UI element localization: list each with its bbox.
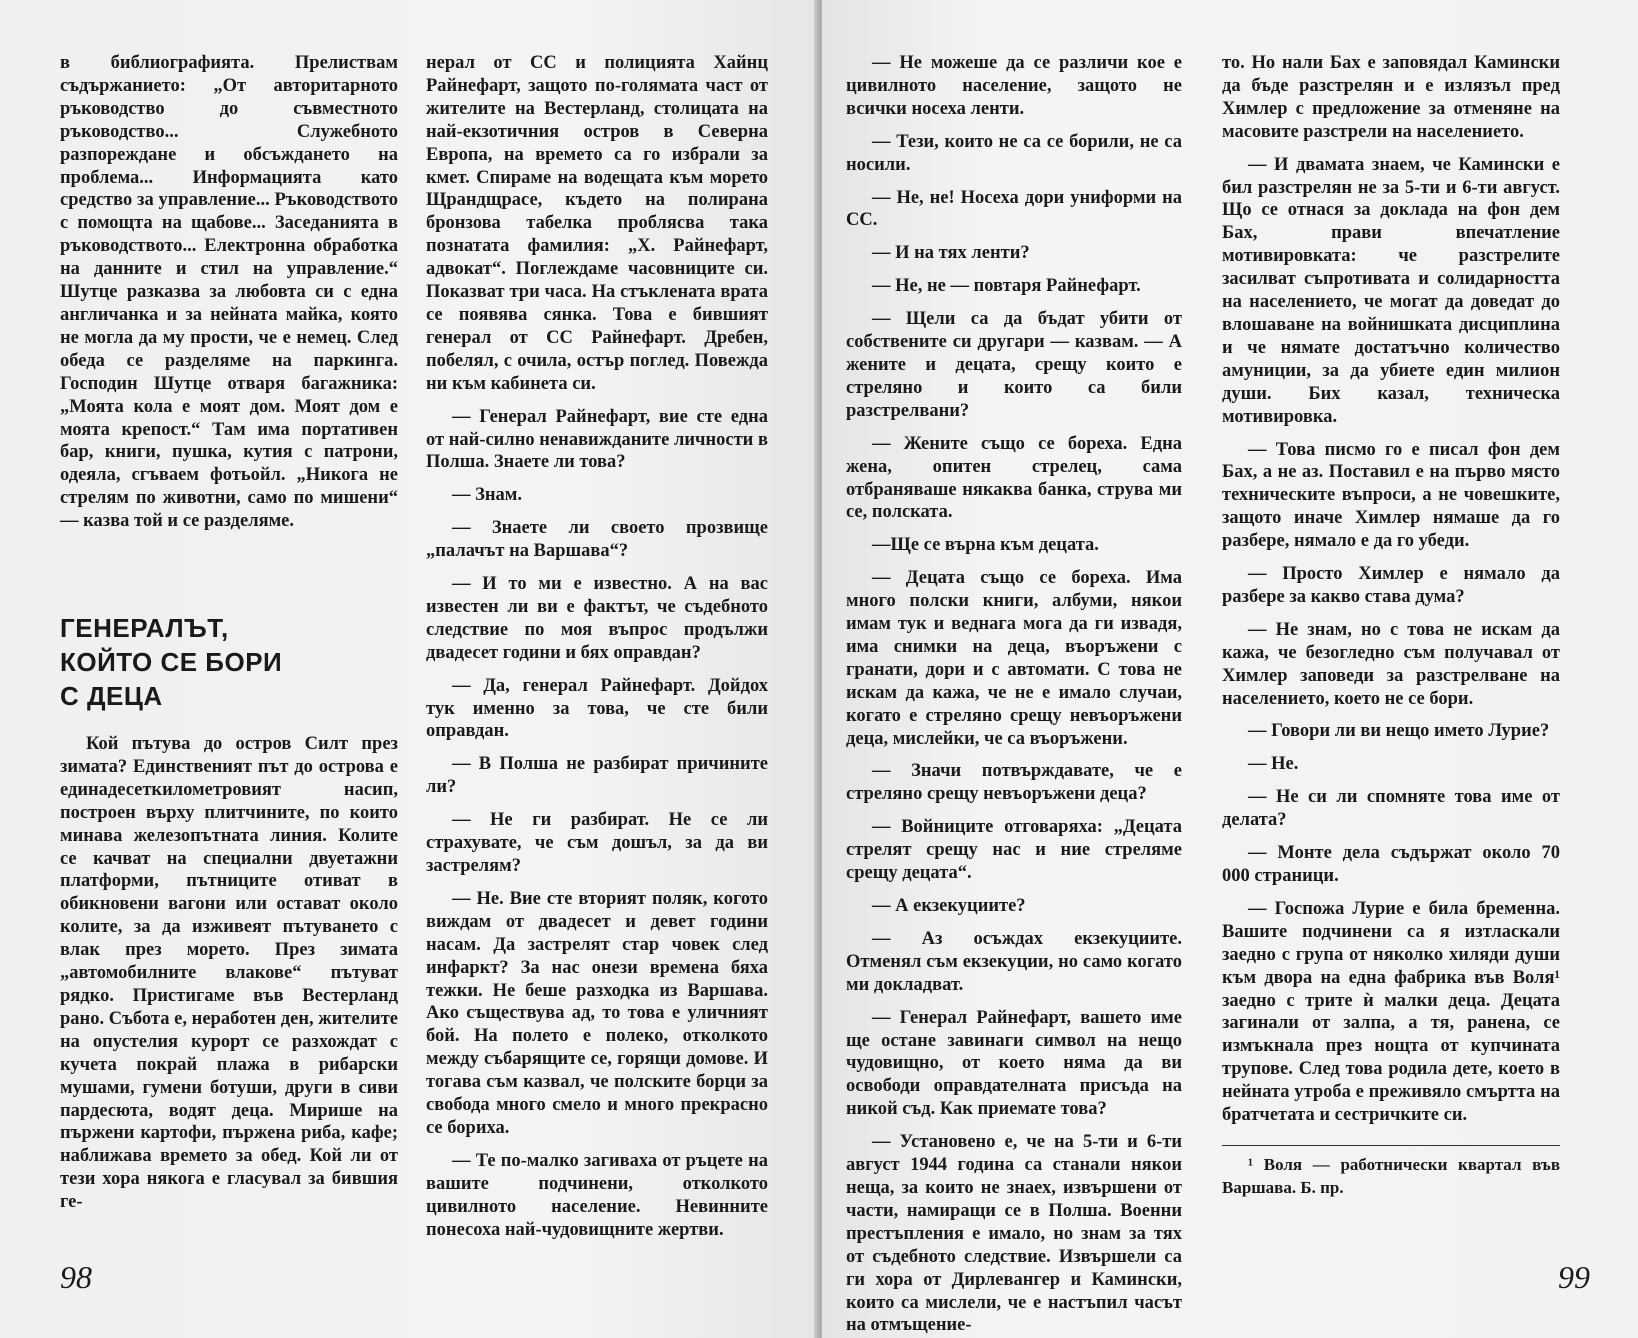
- col3-paragraph: — Войниците отговаряха: „Децата стрелят срещу нас и ние стреляме срещу децата“.: [846, 817, 1182, 884]
- col4-paragraph: — И двамата знаем, че Камински е бил разстрелян не за 5-ти и 6-ти август. Що се отнася за доклада на фон дем Бах, прави впечатление мотивировката: че разстрелите засилват съпротивата и солидарността на населението, че могат да доведат до влошаване на войнишката дисциплина и че нямате достатъчно количество амуниции, за да убиете един милион души. Бих казал, техническа мотивировка.: [1222, 154, 1560, 427]
- column-4: [1222, 52, 1560, 1200]
- col3-paragraph: — Децата също се бореха. Има много полски книги, албуми, някои имам тук и веднага мога да ги извадя, има снимки на деца, въоръжени с гранати, дори и с автомати. С това не искам да кажа, че не е имало случаи, когато е стреляно срещу невъоръжени деца, мислейки, че са въоръжени.: [846, 568, 1182, 749]
- col4-paragraph: — Не знам, но с това не искам да кажа, че безогледно съм получавал от Химлер заповеди за разстрелване на населението, което не се бори.: [1222, 619, 1560, 709]
- col3-paragraph: — Установено е, че на 5-ти и 6-ти август 1944 година са станали някои неща, за които не знаех, извършени от части, намиращи се в Полша. Военни престъпления е имало, но знам за тях от съдебното следствие. Извършели са ги хора от Дирлевангер и Камински, които са мислели, че е настъпил часът на отмъщение-: [846, 1132, 1182, 1336]
- col3-paragraph: — Значи потвърждавате, че е стреляно срещу невъоръжени деца?: [846, 761, 1182, 805]
- page-number-right: 99: [1558, 1259, 1590, 1295]
- col3-paragraph: — А екзекуциите?: [872, 896, 1026, 916]
- col3-paragraph: — Тези, които не са се борили, не са носили.: [846, 131, 1182, 175]
- col4-paragraph: — Монте дела съдържат около 70 000 страници.: [1222, 843, 1560, 886]
- col3-paragraph: — Не, не! Носеха дори униформи на СС.: [846, 187, 1182, 231]
- footnote: [1222, 1145, 1560, 1200]
- col2-paragraph: — Знаете ли своето прозвище „палачът на Варшава“?: [426, 518, 768, 562]
- col3-paragraph: —Ще се върна към децата.: [872, 535, 1099, 556]
- section-heading: [60, 611, 398, 713]
- col4-paragraph: — Просто Химлер е нямало да разбере за какво става дума?: [1222, 564, 1560, 607]
- col3-paragraph: — Не, не — повтаря Райнефарт.: [872, 276, 1141, 297]
- col2-paragraph: нерал от СС и полицията Хайнц Райнефарт, защото по-голямата част от жителите на Вестерланд, столицата на най-екзотичния остров в Северна Европа, на времето са го избрали за кмет. Спираме на водещата към морето Щрандщрасе, където на полирана бронзова табелка проблясва така познатата фамилия: „Х. Райнефарт, адвокат“. Поглеждаме часовниците си. Показват три часа. На стъклената врата се появява сянка. Това е бившият генерал от СС Райнефарт. Дребен, побелял, с очила, остър поглед. Повежда ни към кабинета си.: [426, 53, 768, 394]
- col2-paragraph: — Знам.: [452, 485, 523, 506]
- col2-paragraph: — Да, генерал Райнефарт. Дойдох тук именно за това, че сте били оправдан.: [426, 675, 768, 742]
- column-3: [846, 52, 1182, 1337]
- col2-paragraph: — Генерал Райнефарт, вие сте една от най-силно ненавижданите личности в Полша. Знаете ли това?: [426, 406, 768, 473]
- col2-paragraph: — Те по-малко загиваха от ръцете на вашите подчинени, отколкото цивилното население. Невинните понесоха най-чудовищните жертви.: [426, 1150, 768, 1240]
- heading-line-1: ГЕНЕРАЛЪТ,: [60, 613, 229, 644]
- col3-paragraph: — Щели са да бъдат убити от собствените си другари — казвам. — А жените и децата, срещу които е стреляно и които са били разстрелвани?: [846, 309, 1182, 421]
- col2-paragraph: — И то ми е известно. А на вас известен ли ви е фактът, че съдебното следствие по моя въпрос продължи двадесет години и бях оправдан?: [426, 574, 768, 663]
- heading-line-2: КОЙТО СЕ БОРИ: [60, 647, 283, 678]
- heading-line-3: С ДЕЦА: [60, 681, 163, 712]
- col4-paragraph: то. Но нали Бах е заповядал Камински да бъде разстрелян и е излязъл пред Химлер с предложение за отменяне на масовите разстрели на населението.: [1222, 53, 1560, 142]
- col4-body-text: [1222, 52, 1560, 1127]
- column-1: [60, 52, 398, 1214]
- col1-top-text: [60, 52, 398, 533]
- col2-paragraph: — В Полша не разбират причините ли?: [426, 754, 768, 798]
- right-page: [822, 0, 1638, 1338]
- page-number-left: 98: [60, 1259, 92, 1295]
- col4-paragraph: — Не си ли спомняте това име от делата?: [1222, 787, 1560, 831]
- col3-paragraph: — Не можеше да се различи кое е цивилното население, защото не всички носеха ленти.: [846, 53, 1182, 119]
- col4-paragraph: — Не.: [1248, 754, 1299, 775]
- col3-paragraph: — Жените също се бореха. Една жена, опитен стрелец, сама отбраняваше някаква банка, струва ми се, полската.: [846, 433, 1182, 523]
- col4-paragraph: — Госпожа Лурие е била бременна. Вашите подчинени са я изтласкали заедно с група от няколко хиляди души към двора на една фабрика във Воля¹ заедно с трите ѝ малки деца. Децата загинали от залпа, а тя, ранена, се измъкнала през нощта от купчината трупове. След това родила дете, което в нейната утроба е преживяло смъртта на братчетата и сестричките си.: [1222, 898, 1560, 1126]
- col1-paragraph: в библиографията. Прелиствам съдържанието: „От авторитарното ръководство до съвместното ръководство... Служебното разпореждане и обсъждането на проблема... Информацията като средство за управление... Ръководството с помощта на щабове... Заседанията в ръководството... Електронна обработка на данните и стил на управление.“ Шутце разказва за любовта си с една англичанка и за нейната майка, която не могла да му прости, че е немец. След обеда се разделяме на паркинга. Господин Шутце отваря багажника: „Моята кола е моят дом. Моят дом е моята крепост.“ Там има портативен бар, книги, пушка, кутия с патрони, одеяла, сгъваем фотьойл. „Никога не стрелям по животни, само по мишени“ — казва той и се разделяме.: [60, 53, 398, 532]
- col2-paragraph: — Не ги разбират. Не се ли страхувате, че съм дошъл, за да ви застрелям?: [426, 810, 768, 876]
- col1-bottom-text: [60, 733, 398, 1214]
- footnote-text: ¹ Воля — работнически квартал във Варшава. Б. пр.: [1222, 1154, 1560, 1197]
- left-page: [0, 0, 818, 1338]
- col4-paragraph: — Това писмо го е писал фон дем Бах, а не аз. Поставил е на първо място техническите въпроси, а не човешките, защото иначе Химлер нямаше да го разбере, нямало е да го убеди.: [1222, 439, 1560, 552]
- col2-paragraph: — Не. Вие сте вторият поляк, когото виждам от двадесет и девет години насам. Да застрелят стар човек след инфаркт? За нас онези времена бяха тежки. Не беше разходка из Варшава. Ако съществува ад, то това е уличният бой. На полето е полеко, отколкото между събарящите се, горящи домове. И тогава съм казвал, че полските борци за свобода много смело и много прекрасно се бориха.: [426, 888, 768, 1138]
- col3-paragraph: — Генерал Райнефарт, вашето име ще остане завинаги символ на нещо чудовищно, от което няма да ви освободи оправдателната присъда на никой съд. Как приемате това?: [846, 1007, 1182, 1120]
- col4-paragraph: — Говори ли ви нещо името Лурие?: [1248, 721, 1550, 742]
- col1-paragraph: Кой пътува до остров Силт през зимата? Единственият път до острова е единадесеткилометровият насип, построен върху плитчините, по които минава железопътната линия. Колите се качват на специални двуетажни платформи, пътниците отиват в обикновени вагони или остават около колите, за да изживеят пътуването с влак през морето. През зимата „автомобилните влакове“ пътуват рядко. Пристигаме във Вестерланд рано. Събота е, неработен ден, жителите на опустелия курорт се разхождат с кучета покрай плажа в рибарски мушами, гумени ботуши, други в сиви пардесюта, водят деца. Мирише на пържени картофи, пържена риба, кафе; наближава времето за обед. Кой ли от тези хора някога е гласувал за бившия ге-: [60, 734, 398, 1213]
- col3-paragraph: — Аз осъждах екзекуциите. Отменял съм екзекуции, но само когато ми докладват.: [846, 928, 1182, 995]
- col3-paragraph: — И на тях ленти?: [872, 243, 1030, 264]
- column-2: [426, 52, 768, 1242]
